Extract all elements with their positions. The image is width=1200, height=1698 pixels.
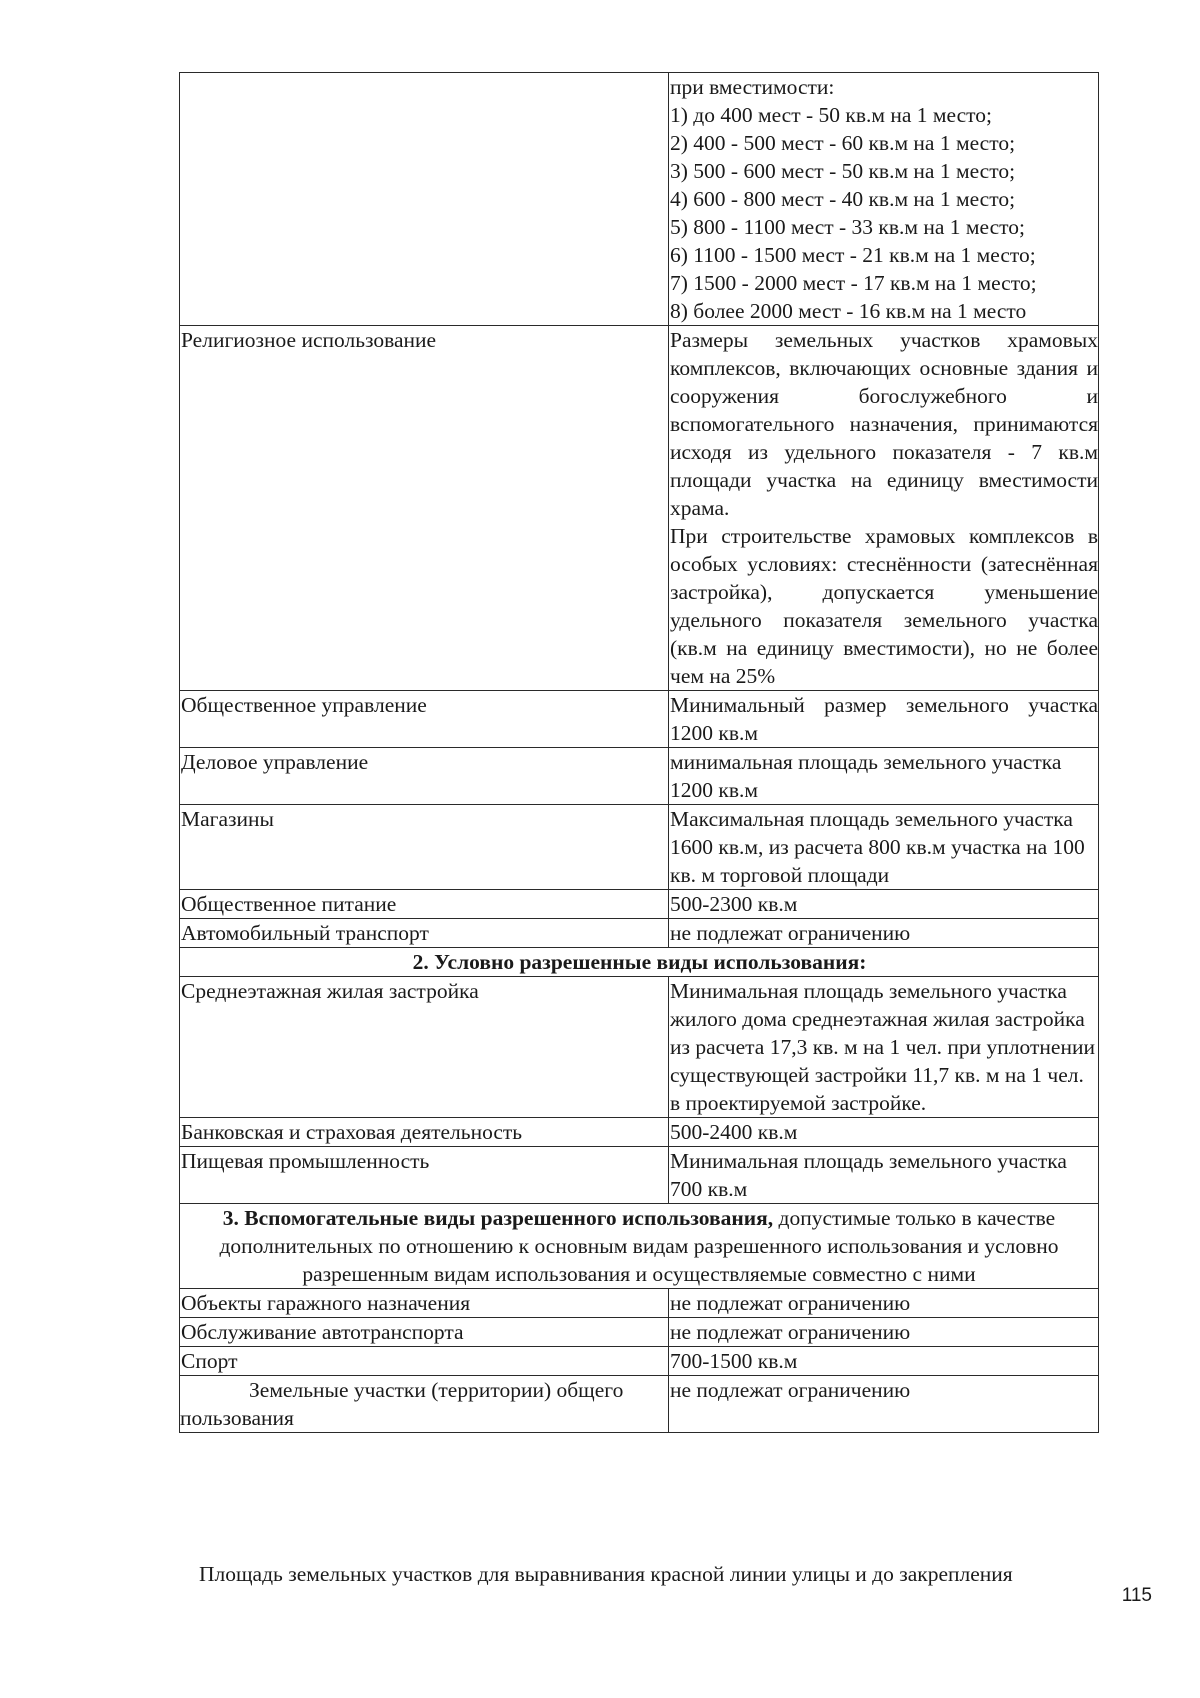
row-label: Спорт [180,1347,669,1376]
capacity-line: при вместимости: [670,75,835,99]
table-row [180,890,1099,919]
row-label: Религиозное использование [180,326,669,691]
row-label: Общественное питание [180,890,669,919]
section-3-heading [180,1204,1099,1289]
capacity-line: 4) 600 - 800 мест - 40 кв.м на 1 место; [670,187,1016,211]
row-value: 500-2300 кв.м [669,890,1099,919]
row-value: 500-2400 кв.м [669,1118,1099,1147]
row-label-empty [180,73,669,326]
capacity-line: 8) более 2000 мест - 16 кв.м на 1 место [670,299,1027,323]
section-3-heading-rest: допустимые только в качестве дополнительных по отношению к основным видам разрешенного использования и условно разрешенным видам использования и осуществляемые совместно с ними [219,1206,1059,1286]
row-label: Пищевая промышленность [180,1147,669,1204]
table-row [180,1376,1099,1433]
row-label: Земельные участки (территории) общего пользования [180,1376,669,1433]
row-label: Деловое управление [180,748,669,805]
row-value: Максимальная площадь земельного участка 1600 кв.м, из расчета 800 кв.м участка на 100 кв. м торговой площади [669,805,1099,890]
paragraph: При строительстве храмовых комплексов в особых условиях: стеснённости (затеснённая застройка), допускается уменьшение удельного показателя земельного участка (кв.м на единицу вместимости), но не более чем на 25% [670,524,1098,688]
section-heading-row [180,948,1099,977]
row-label: Обслуживание автотранспорта [180,1318,669,1347]
row-value: Минимальный размер земельного участка 1200 кв.м [669,691,1099,748]
table-row [180,977,1099,1118]
continuation-text: Площадь земельных участков для выравнивания красной линии улицы и до закрепления [199,1562,1013,1586]
section-heading-row [180,1204,1099,1289]
table-row [180,1118,1099,1147]
page-number: 115 [1121,1585,1152,1606]
table-row [180,326,1099,691]
table-row [180,748,1099,805]
row-value: Минимальная площадь земельного участка жилого дома среднеэтажная жилая застройка из расчета 17,3 кв. м на 1 чел. при уплотнении существующей застройки 11,7 кв. м на 1 чел. в проектируемой застройке. [669,977,1099,1118]
row-value: не подлежат ограничению [669,1376,1099,1433]
row-label: Банковская и страховая деятельность [180,1118,669,1147]
section-2-heading: 2. Условно разрешенные виды использования: [180,948,1099,977]
table-row [180,1289,1099,1318]
capacity-line: 2) 400 - 500 мест - 60 кв.м на 1 место; [670,131,1016,155]
table-row [180,919,1099,948]
table-row [180,691,1099,748]
capacity-line: 7) 1500 - 2000 мест - 17 кв.м на 1 место; [670,271,1037,295]
table-row [180,73,1099,326]
row-label: Общественное управление [180,691,669,748]
row-value: не подлежат ограничению [669,1289,1099,1318]
row-value: не подлежат ограничению [669,919,1099,948]
paragraph: Размеры земельных участков храмовых комплексов, включающих основные здания и сооружения богослужебного и вспомогательного назначения, принимаются исходя из удельного показателя - 7 кв.м площади участка на единицу вместимости храма. [670,328,1098,520]
capacity-line: 1) до 400 мест - 50 кв.м на 1 место; [670,103,992,127]
capacity-line: 6) 1100 - 1500 мест - 21 кв.м на 1 место; [670,243,1036,267]
row-label: Магазины [180,805,669,890]
row-value: Минимальная площадь земельного участка 700 кв.м [669,1147,1099,1204]
table-row [180,805,1099,890]
land-use-table [179,72,1099,1433]
table-row [180,1147,1099,1204]
capacity-norms-cell [669,73,1099,326]
religious-norms-cell [669,326,1099,691]
section-3-heading-bold: 3. Вспомогательные виды разрешенного использования, [222,1206,774,1230]
row-value: не подлежат ограничению [669,1318,1099,1347]
row-label: Среднеэтажная жилая застройка [180,977,669,1118]
table-row [180,1347,1099,1376]
row-value: 700-1500 кв.м [669,1347,1099,1376]
capacity-line: 5) 800 - 1100 мест - 33 кв.м на 1 место; [670,215,1025,239]
capacity-line: 3) 500 - 600 мест - 50 кв.м на 1 место; [670,159,1016,183]
row-value: минимальная площадь земельного участка 1200 кв.м [669,748,1099,805]
row-label: Автомобильный транспорт [180,919,669,948]
row-label: Объекты гаражного назначения [180,1289,669,1318]
table-row [180,1318,1099,1347]
